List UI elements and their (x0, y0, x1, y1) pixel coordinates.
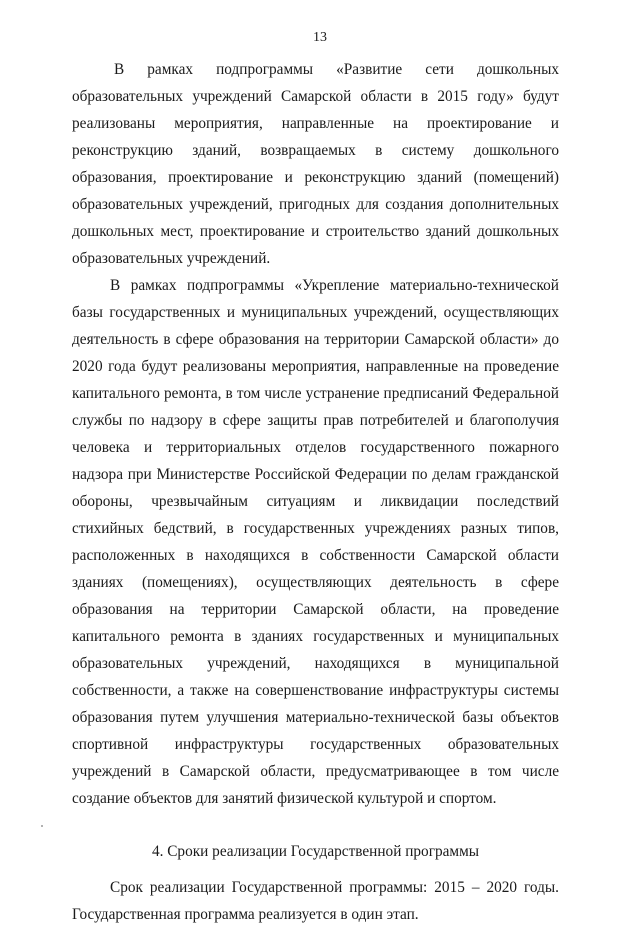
section-heading: 4. Сроки реализации Государственной программы (151, 843, 480, 860)
heading-spacer-bottom (72, 865, 559, 874)
paragraph-material-base: В рамках подпрограммы «Укрепление материально-технической базы государственных и муниципальных учреждений, осуществляющих деятельность в сфере образования на территории Самарской области» до 2020 года будут реализованы мероприятия, направленные на проведение капитального ремонта, в том числе устранение предписаний Федеральной службы по надзору в сфере защиты прав потребителей и благополучия человека и территориальных отделов государственного пожарного надзора при Министерстве Российской Федерации по делам гражданской обороны, чрезвычайным ситуациям и ликвидации последствий стихийных бедствий, в государственных учреждениях разных типов, расположенных в находящихся в собственности Самарской области зданиях (помещениях), осуществляющих деятельность в сфере образования на территории Самарской области, на проведение капитального ремонта в зданиях государственных и муниципальных образовательных учреждений, находящихся в муниципальной собственности, а также на совершенствование инфраструктуры системы образования путем улучшения материально-технической базы объектов спортивной инфраструктуры государственных образовательных учреждений в Самарской области, предусматривающее в том числе создание объектов для занятий физической культурой и спортом. (72, 277, 559, 807)
scan-speck (41, 825, 43, 827)
program-term-block (72, 874, 559, 928)
heading-spacer-top (72, 812, 559, 838)
program-stage-line: Государственная программа реализуется в один этап. (72, 906, 419, 923)
page-number: 13 (313, 30, 327, 45)
program-term-line: Срок реализации Государственной программы: 2015 – 2020 годы. (110, 879, 559, 896)
paragraph-preschool-network: В рамках подпрограммы «Развитие сети дошкольных образовательных учреждений Самарской области в 2015 году» будут реализованы мероприятия, направленные на проектирование и реконструкцию зданий, возвращаемых в систему дошкольного образования, проектирование и реконструкцию зданий (помещений) образовательных учреждений, пригодных для создания дополнительных дошкольных мест, проектирование и строительство зданий дошкольных образовательных учреждений. (72, 61, 559, 267)
document-body (72, 56, 559, 928)
